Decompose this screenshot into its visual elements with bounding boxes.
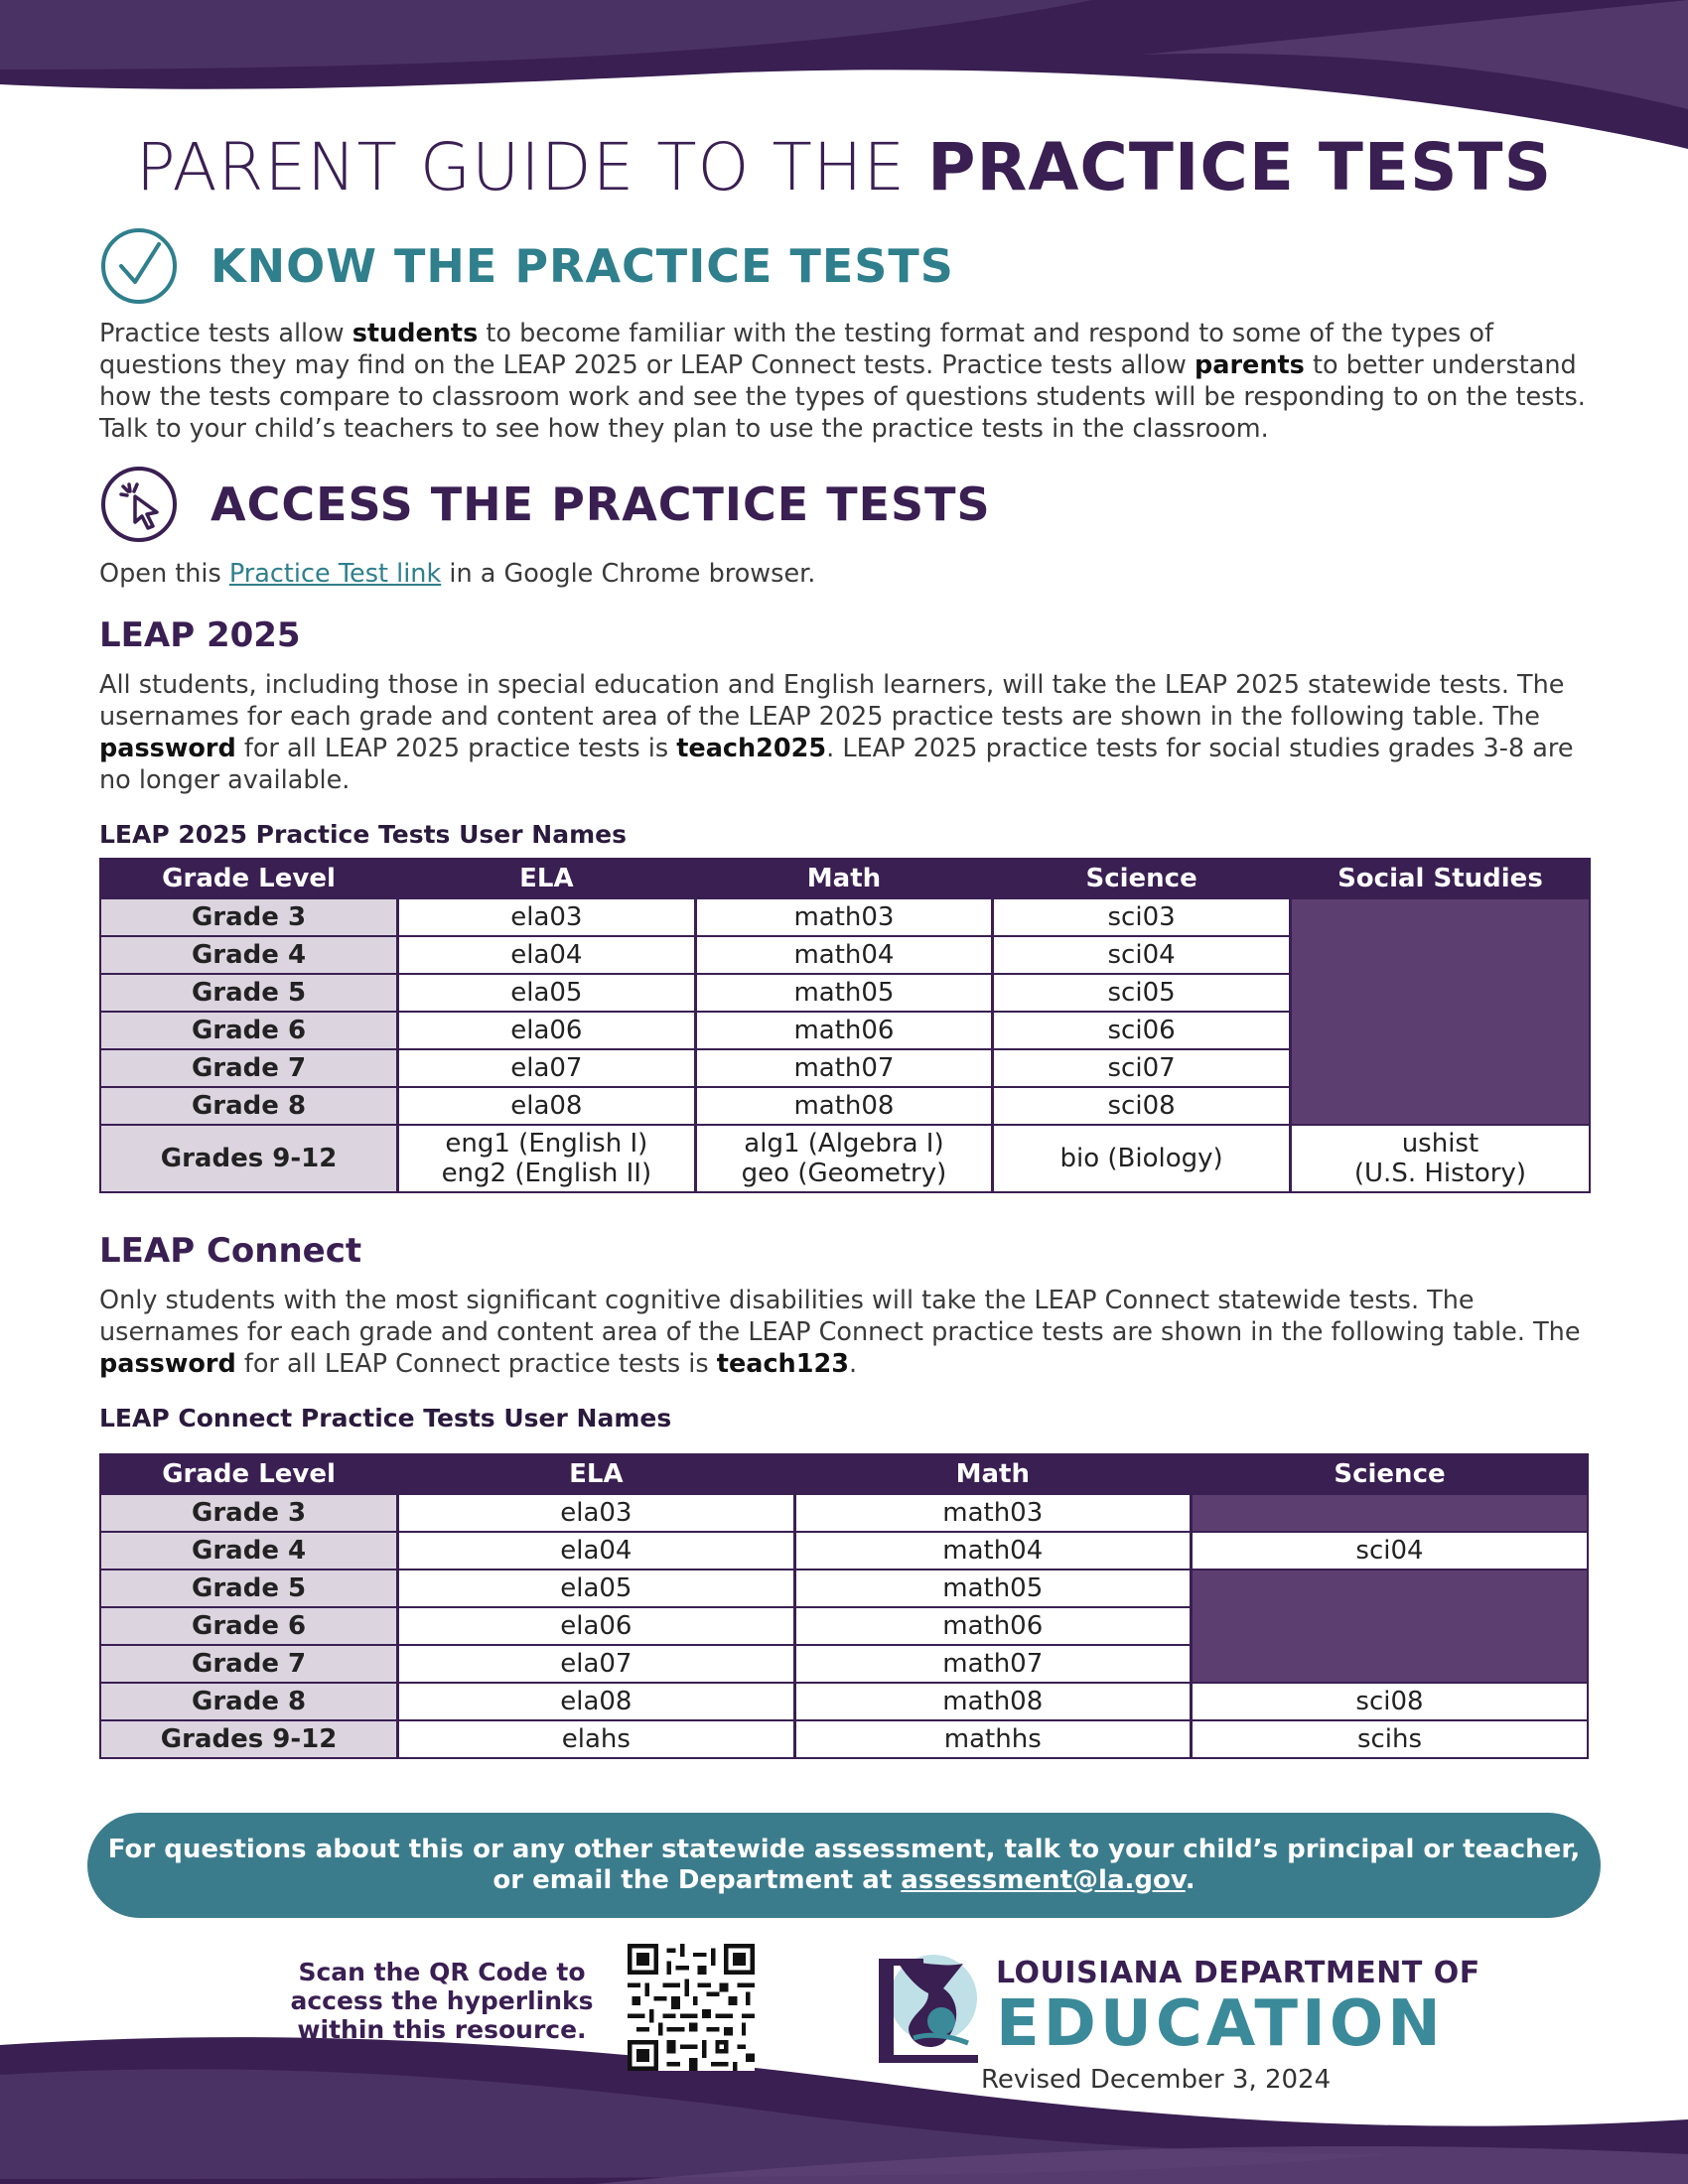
- connect-paragraph: Only students with the most significant cognitive disabilities will take the LEAP Connect statewide tests. The usernames for each grade and content area of the LEAP Connect practice tests are shown in the following table. The password for all LEAP Connect practice tests is teach123.: [99, 1286, 1581, 1379]
- science-cell: sci07: [993, 1049, 1291, 1087]
- qr-code-icon[interactable]: [628, 1944, 755, 2071]
- ela-cell: eng1 (English I) eng2 (English II): [398, 1125, 696, 1192]
- pelican-logo-icon: [874, 1944, 988, 2063]
- ela-cell: ela05: [398, 974, 696, 1012]
- header-science: Science: [1192, 1454, 1589, 1494]
- know-paragraph: Practice tests allow students to become familiar with the testing format and respond to some of the types of questions they may find on the LEAP 2025 or LEAP Connect tests. Practice tests allow parents to better understand how the tests compare to classroom work and see the types of questions students will be responding to on the tests. Talk to your child’s teachers to see how they plan to use the practice tests in the classroom.: [99, 319, 1586, 444]
- assessment-email-link[interactable]: assessment@la.gov: [901, 1865, 1186, 1895]
- revised-date: Revised December 3, 2024: [981, 2065, 1332, 2095]
- science-cell: sci04: [1192, 1532, 1589, 1570]
- science-cell: sci06: [993, 1012, 1291, 1049]
- table-row: [100, 898, 1590, 936]
- social-studies-unavailable-block: [1290, 898, 1590, 1125]
- science-unavailable-cell: [1192, 1494, 1589, 1532]
- ela-cell: ela07: [398, 1049, 696, 1087]
- grade-cell: Grade 8: [100, 1087, 398, 1125]
- math-cell: math07: [794, 1645, 1191, 1683]
- access-section-header: [99, 465, 991, 544]
- math-cell: mathhs: [794, 1720, 1191, 1758]
- ela-cell: ela03: [398, 1494, 794, 1532]
- science-cell: scihs: [1192, 1720, 1589, 1758]
- ela-cell: ela08: [398, 1087, 696, 1125]
- table-row: [100, 1720, 1588, 1758]
- grade-cell: Grade 4: [100, 1532, 398, 1570]
- table-header-row: [100, 859, 1590, 898]
- org-name-line-1: LOUISIANA DEPARTMENT OF: [996, 1956, 1480, 1990]
- checkmark-circle-icon: [99, 226, 179, 306]
- ela-cell: ela07: [398, 1645, 794, 1683]
- math-cell: math06: [794, 1607, 1191, 1645]
- grade-cell: Grade 5: [100, 974, 398, 1012]
- cursor-click-icon: [99, 465, 179, 544]
- ela-cell: ela03: [398, 898, 696, 936]
- table-row: [100, 1683, 1588, 1720]
- math-cell: math03: [794, 1494, 1191, 1532]
- table-header-row: [100, 1454, 1588, 1494]
- connect-table: [99, 1453, 1589, 1759]
- table-row: [100, 1570, 1588, 1607]
- math-cell: math05: [695, 974, 993, 1012]
- contact-banner: [87, 1813, 1601, 1918]
- grade-cell: Grades 9-12: [100, 1720, 398, 1758]
- header-ela: ELA: [398, 859, 696, 898]
- page-title: PARENT GUIDE TO THE PRACTICE TESTS: [135, 129, 1553, 205]
- math-cell: math08: [794, 1683, 1191, 1720]
- ela-cell: ela06: [398, 1607, 794, 1645]
- grade-cell: Grade 4: [100, 936, 398, 974]
- grade-cell: Grade 6: [100, 1607, 398, 1645]
- social-studies-cell: ushist (U.S. History): [1290, 1125, 1590, 1192]
- ela-cell: ela06: [398, 1012, 696, 1049]
- leap2025-table-title: LEAP 2025 Practice Tests User Names: [99, 820, 627, 849]
- contact-line-1: For questions about this or any other statewide assessment, talk to your child’s principal or teacher,: [107, 1835, 1581, 1864]
- science-cell: sci05: [993, 974, 1291, 1012]
- org-name-line-2: EDUCATION: [996, 1987, 1445, 2061]
- header-math: Math: [695, 859, 993, 898]
- header-math: Math: [794, 1454, 1191, 1494]
- science-cell: bio (Biology): [993, 1125, 1291, 1192]
- science-unavailable-block: [1192, 1570, 1589, 1683]
- grade-cell: Grade 6: [100, 1012, 398, 1049]
- table-row: [100, 1494, 1588, 1532]
- grade-cell: Grade 3: [100, 898, 398, 936]
- science-cell: sci08: [993, 1087, 1291, 1125]
- ela-cell: ela04: [398, 1532, 794, 1570]
- grade-cell: Grade 8: [100, 1683, 398, 1720]
- header-grade-level: Grade Level: [100, 1454, 398, 1494]
- header-social-studies: Social Studies: [1290, 859, 1590, 898]
- header-grade-level: Grade Level: [100, 859, 398, 898]
- access-heading: ACCESS THE PRACTICE TESTS: [211, 478, 991, 531]
- ela-cell: ela08: [398, 1683, 794, 1720]
- table-row-high-school: [100, 1125, 1590, 1192]
- header-ela: ELA: [398, 1454, 794, 1494]
- know-section-header: [99, 226, 954, 306]
- practice-test-link[interactable]: Practice Test link: [228, 559, 442, 589]
- math-cell: math05: [794, 1570, 1191, 1607]
- connect-heading: LEAP Connect: [99, 1231, 362, 1271]
- science-cell: sci04: [993, 936, 1291, 974]
- access-instructions: Open this Practice Test link in a Google Chrome browser.: [99, 559, 816, 589]
- contact-line-2: or email the Department at assessment@la.gov.: [492, 1865, 1196, 1895]
- math-cell: math04: [695, 936, 993, 974]
- qr-instructions: Scan the QR Code to access the hyperlinks within this resource.: [290, 1958, 594, 2044]
- connect-table-title: LEAP Connect Practice Tests User Names: [99, 1404, 672, 1433]
- table-row: [100, 1532, 1588, 1570]
- ela-cell: ela05: [398, 1570, 794, 1607]
- grade-cell: Grade 7: [100, 1645, 398, 1683]
- leap2025-heading: LEAP 2025: [99, 615, 301, 655]
- math-cell: math06: [695, 1012, 993, 1049]
- math-cell: math07: [695, 1049, 993, 1087]
- leap2025-paragraph: All students, including those in special education and English learners, will take the LEAP 2025 statewide tests. The usernames for each grade and content area of the LEAP 2025 practice tests are shown in the following table. The password for all LEAP 2025 practice tests is teach2025. LEAP 2025 practice tests for social studies grades 3-8 are no longer available.: [99, 670, 1574, 795]
- science-cell: sci03: [993, 898, 1291, 936]
- ela-cell: elahs: [398, 1720, 794, 1758]
- science-cell: sci08: [1192, 1683, 1589, 1720]
- math-cell: math03: [695, 898, 993, 936]
- grade-cell: Grades 9-12: [100, 1125, 398, 1192]
- know-heading: KNOW THE PRACTICE TESTS: [211, 239, 954, 293]
- math-cell: alg1 (Algebra I) geo (Geometry): [695, 1125, 993, 1192]
- grade-cell: Grade 3: [100, 1494, 398, 1532]
- leap2025-table: [99, 858, 1591, 1193]
- grade-cell: Grade 5: [100, 1570, 398, 1607]
- grade-cell: Grade 7: [100, 1049, 398, 1087]
- header-science: Science: [993, 859, 1291, 898]
- math-cell: math04: [794, 1532, 1191, 1570]
- math-cell: math08: [695, 1087, 993, 1125]
- ela-cell: ela04: [398, 936, 696, 974]
